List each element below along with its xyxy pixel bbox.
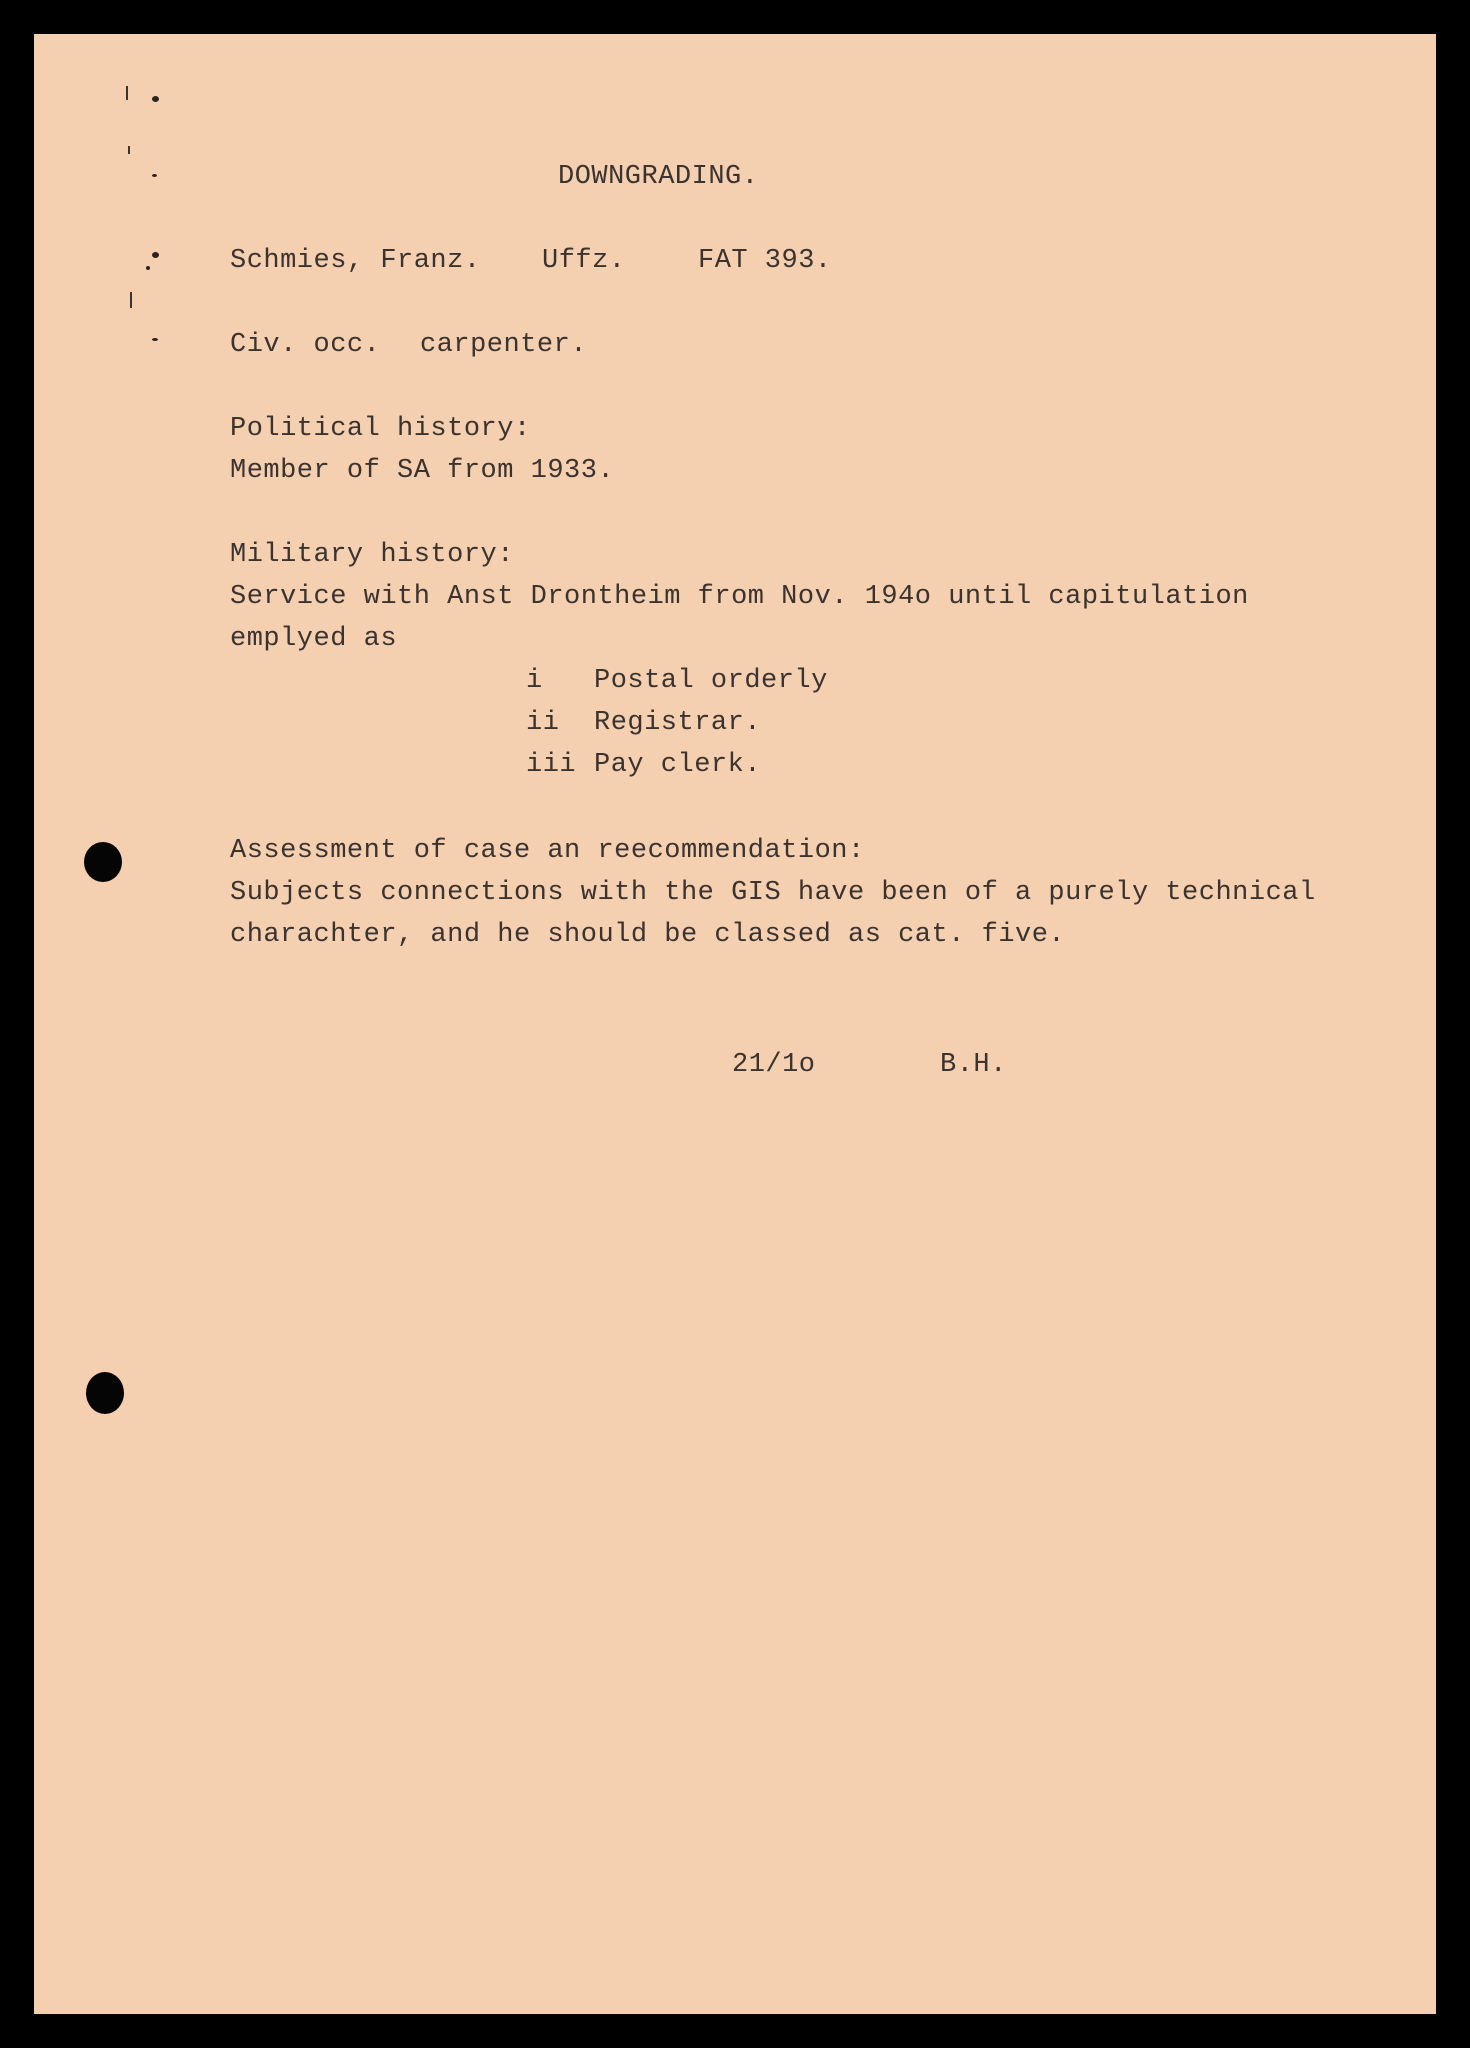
subject-unit: FAT 393.	[698, 246, 832, 276]
role-name: Registrar.	[594, 708, 762, 738]
document-title: DOWNGRADING.	[558, 162, 759, 192]
role-name: Pay clerk.	[594, 750, 762, 780]
margin-mark	[128, 146, 130, 154]
margin-mark	[152, 252, 159, 258]
military-history-heading: Military history:	[230, 540, 514, 570]
role-numeral: ii	[526, 708, 560, 738]
margin-mark	[126, 86, 128, 100]
role-name: Postal orderly	[594, 666, 828, 696]
civil-occupation-value: carpenter.	[420, 330, 588, 360]
military-history-line: Service with Anst Drontheim from Nov. 194o until capitulation	[230, 582, 1249, 612]
margin-mark	[152, 174, 157, 177]
civil-occupation-label: Civ. occ.	[230, 330, 381, 360]
footer-initials: B.H.	[940, 1050, 1007, 1080]
punch-hole-bottom	[86, 1372, 124, 1414]
footer-date: 21/1o	[732, 1050, 816, 1080]
margin-mark	[152, 96, 159, 102]
role-numeral: i	[526, 666, 543, 696]
margin-mark	[152, 338, 158, 341]
punch-hole-top	[84, 842, 122, 882]
document-page	[34, 34, 1436, 2014]
military-history-line: emplyed as	[230, 624, 398, 654]
political-history-heading: Political history:	[230, 414, 531, 444]
margin-mark	[146, 266, 150, 270]
margin-mark	[130, 292, 132, 308]
assessment-text: charachter, and he should be classed as cat. five.	[230, 920, 1066, 950]
assessment-text: Subjects connections with the GIS have been of a purely technical	[230, 878, 1316, 908]
role-numeral: iii	[526, 750, 577, 780]
subject-rank: Uffz.	[542, 246, 626, 276]
subject-name: Schmies, Franz.	[230, 246, 481, 276]
assessment-heading: Assessment of case an reecommendation:	[230, 836, 865, 866]
political-history-text: Member of SA from 1933.	[230, 456, 615, 486]
